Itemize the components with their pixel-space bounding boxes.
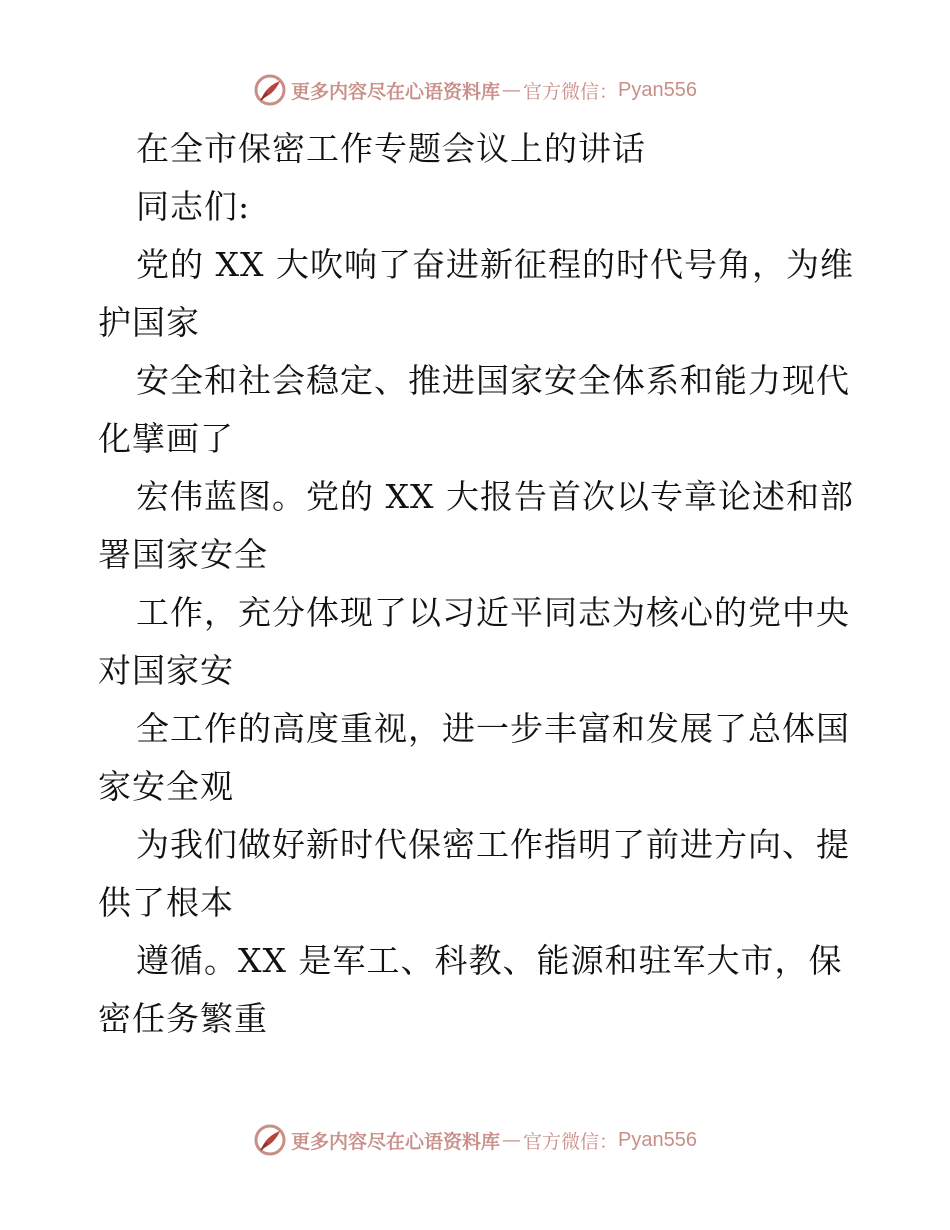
text-line: 工作，充分体现了以习近平同志为核心的党中央 [136, 593, 850, 632]
text-line: 对国家安 [98, 651, 234, 690]
feather-pen-logo-icon [253, 73, 287, 107]
text-line: 宏伟蓝图。党的 XX 大报告首次以专章论述和部 [136, 477, 854, 516]
text-line: 全工作的高度重视，进一步丰富和发展了总体国 [136, 709, 850, 748]
banner-wechat-id: Pyan556 [618, 1128, 697, 1151]
banner-label: 官方微信： [523, 1130, 619, 1153]
header-banner [0, 70, 950, 110]
feather-pen-logo-icon [253, 1123, 287, 1157]
banner-wechat-id: Pyan556 [618, 78, 697, 101]
footer-banner [0, 1120, 950, 1160]
banner-dash: — [502, 79, 522, 101]
text-line: 供了根本 [98, 883, 234, 922]
text-line: 护国家 [98, 303, 200, 342]
text-line: 安全和社会稳定、推进国家安全体系和能力现代 [136, 361, 850, 400]
banner-text: 更多内容尽在心语资料库 [291, 1130, 501, 1153]
text-line: 署国家安全 [98, 535, 268, 574]
text-line: 家安全观 [98, 767, 234, 806]
banner-label: 官方微信： [523, 80, 619, 103]
text-line: 为我们做好新时代保密工作指明了前进方向、提 [136, 825, 850, 864]
banner-text: 更多内容尽在心语资料库 [291, 80, 501, 103]
banner-dash: — [502, 1129, 522, 1151]
document-body [98, 120, 858, 1048]
salutation: 同志们: [136, 187, 251, 226]
document-title: 在全市保密工作专题会议上的讲话 [136, 129, 646, 168]
text-line: 化擘画了 [98, 419, 234, 458]
text-line: 遵循。XX 是军工、科教、能源和驻军大市，保 [136, 941, 843, 980]
text-line: 党的 XX 大吹响了奋进新征程的时代号角，为维 [136, 245, 854, 284]
paragraph-lines [98, 236, 858, 1048]
text-line: 密任务繁重 [98, 999, 268, 1038]
